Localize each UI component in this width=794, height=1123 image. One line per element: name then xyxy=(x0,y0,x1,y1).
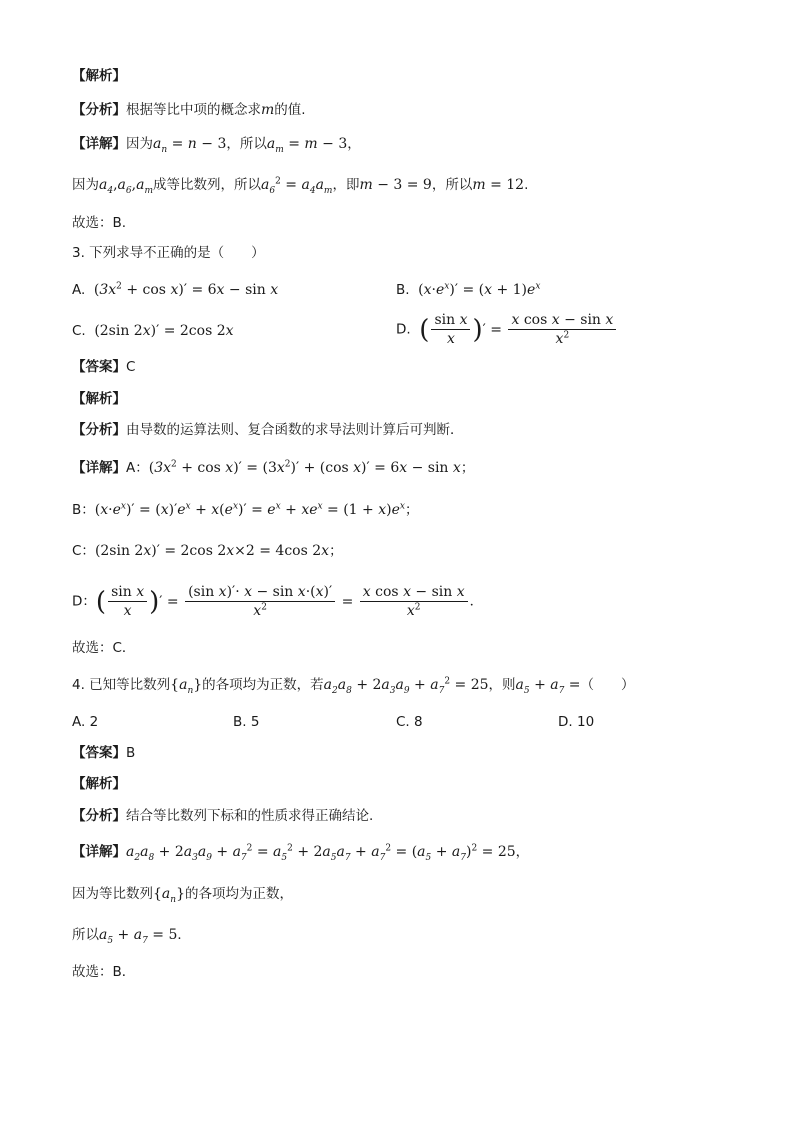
detail-line-1: 【详解】因为$a_n = n - 3$，所以$a_m = m - 3$， xyxy=(72,136,361,155)
analysis-line: 【分析】根据等比中项的概念求m的值. xyxy=(72,102,306,118)
q3-detail-d: D：( $\frac{\text{sin x}}{x}$ )′ = $\frac{\text{(sin x)′· x − sin x·(x)′}}{x^2}$ = $\frac{\text{x cos x − sin x}}{x^2}$ ． xyxy=(72,584,484,619)
q3-detail-a: 【详解】A：$(3x^2 + \cos x)' = (3x^2)' + (\cos$ x)′ = 6x − sin x； xyxy=(72,459,475,476)
q4-detail-3: 所以$a_5 + a_7 = 5$． xyxy=(72,927,191,946)
q4-detail-1: 【详解】$a_2a_8 + 2a_3a_9 + a_7^2 = a_5^2 + 2a_5a_7 + a_7^2 = (a_5 + a_7)^2 = 25$， xyxy=(72,843,530,863)
q3-option-d: D. ( $\frac{\text{sin x}}{x}$ )′ = $\frac{\text{x cos x − sin x}}{x^2}$ xyxy=(396,312,618,347)
q4-detail-2: 因为等比数列$\{a_n\}$的各项均为正数， xyxy=(72,886,293,905)
answer-line-1: 故选：B. xyxy=(72,215,127,231)
q4-analysis-heading: 【解析】 xyxy=(72,776,126,792)
q4-option-b: B. 5 xyxy=(233,714,260,730)
q4-answer: 【答案】B xyxy=(72,745,136,761)
q3-answer: 【答案】C xyxy=(72,359,136,375)
q3-option-a: A. $(3x^2 + \cos x)' = 6x - \sin x$ xyxy=(72,281,279,298)
q3-analysis: 【分析】由导数的运算法则、复合函数的求导法则计算后可判断． xyxy=(72,422,464,438)
q3-detail-b: B：$(x\cdot e^x)' = (x)'e^x + x(e^x)' = e^x + xe^x = (1 + x)e^x$； xyxy=(72,501,419,518)
q4-analysis: 【分析】结合等比数列下标和的性质求得正确结论. xyxy=(72,808,374,824)
q3-option-c: C. (2sin 2x)′ = 2cos 2x xyxy=(72,323,234,339)
q3-option-b: B. $(x\cdot e^x)' = (x + 1)e^x$ xyxy=(396,281,541,298)
question-3-stem: 3. 下列求导不正确的是（ ） xyxy=(72,245,265,261)
question-4-stem: 4. 已知等比数列$\{a_n\}$的各项均为正数，若$a_2a_8 + 2a_3a_9 + a_7^2 = 25$，则$a_5 + a_7$ =（ ） xyxy=(72,676,635,696)
q4-option-c: C. 8 xyxy=(396,714,423,730)
analysis-heading: 【解析】 xyxy=(72,68,126,84)
detail-line-2: 因为$a_4,a_6,a_m$成等比数列，所以$a_6^2 = a_4a_m$，即m − 3 = 9，所以m = 12. xyxy=(72,176,529,196)
q3-detail-c: C：(2sin 2x)′ = 2cos 2x×2 = 4cos 2x； xyxy=(72,543,343,559)
q4-option-d: D. 10 xyxy=(558,714,595,730)
q3-final: 故选：C． xyxy=(72,640,136,656)
q4-final: 故选：B． xyxy=(72,964,136,980)
q3-analysis-heading: 【解析】 xyxy=(72,391,126,407)
q4-option-a: A. 2 xyxy=(72,714,99,730)
